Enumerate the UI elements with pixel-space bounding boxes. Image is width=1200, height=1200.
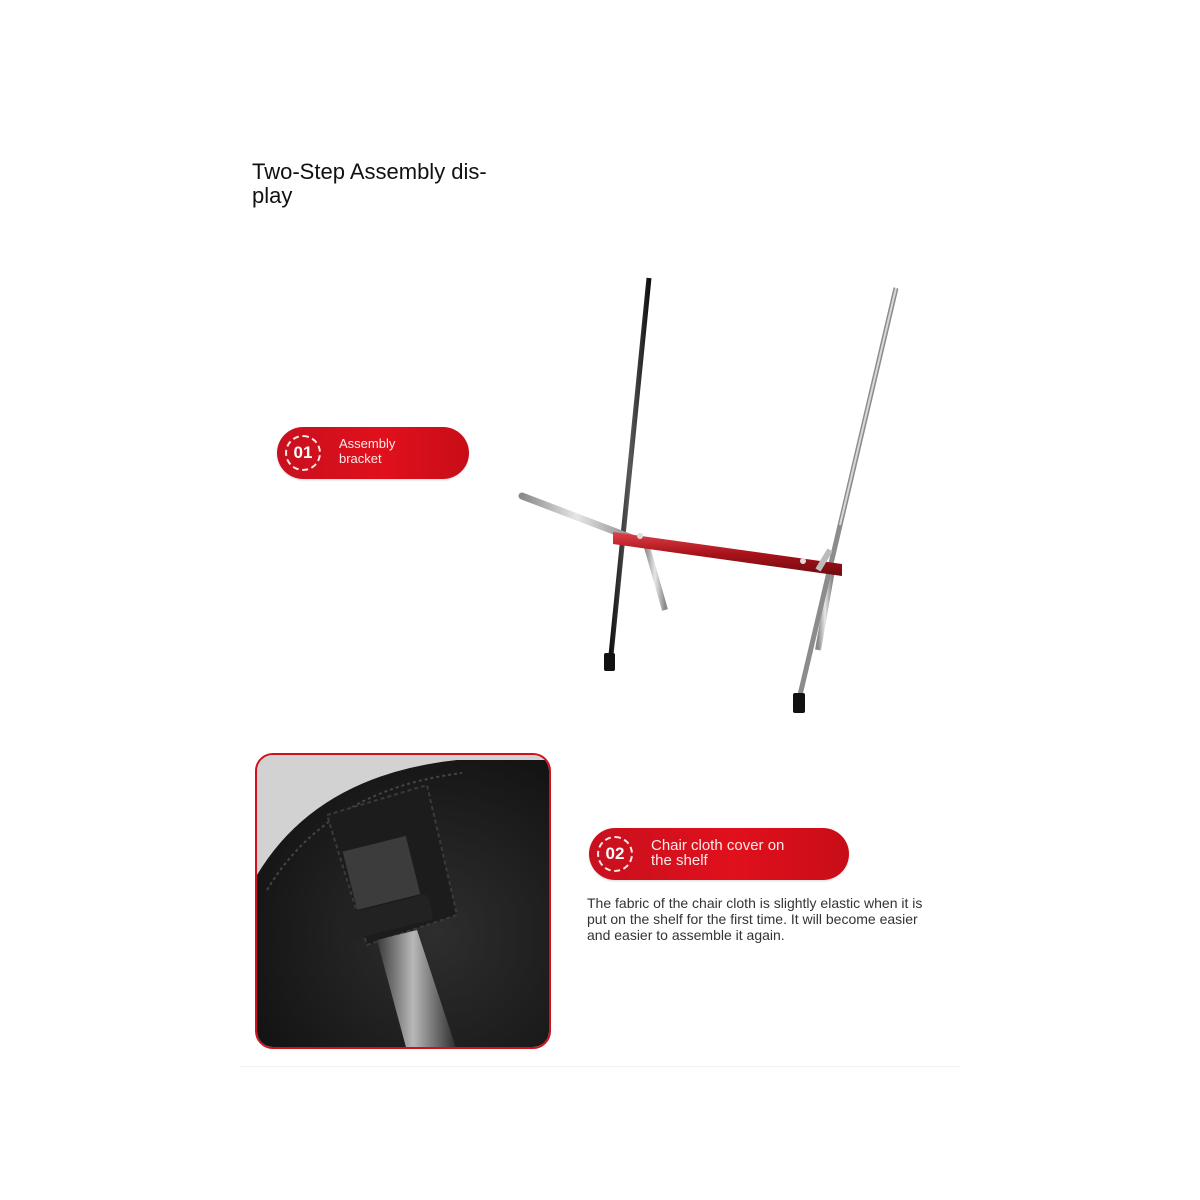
step-02-badge bbox=[589, 828, 849, 880]
page-title: Two-Step Assembly dis- play bbox=[252, 159, 487, 208]
step-02-description: The fabric of the chair cloth is slightly elastic when it is put on the shelf for the first time. It will become easier and easier to assemble it again. bbox=[587, 895, 923, 943]
step-number-circle bbox=[597, 836, 633, 872]
chair-frame-illustration bbox=[500, 270, 920, 720]
chair-cloth-image bbox=[257, 755, 551, 1049]
step-number: 02 bbox=[605, 844, 625, 863]
step-01-label: Assembly bracket bbox=[339, 436, 396, 466]
step-number: 01 bbox=[293, 443, 313, 462]
step-02-label: Chair cloth cover on the shelf bbox=[651, 837, 785, 869]
chair-cloth-closeup-photo bbox=[255, 753, 551, 1049]
step-01-badge bbox=[277, 427, 469, 479]
step-number-circle bbox=[285, 435, 321, 471]
divider bbox=[240, 1066, 960, 1067]
